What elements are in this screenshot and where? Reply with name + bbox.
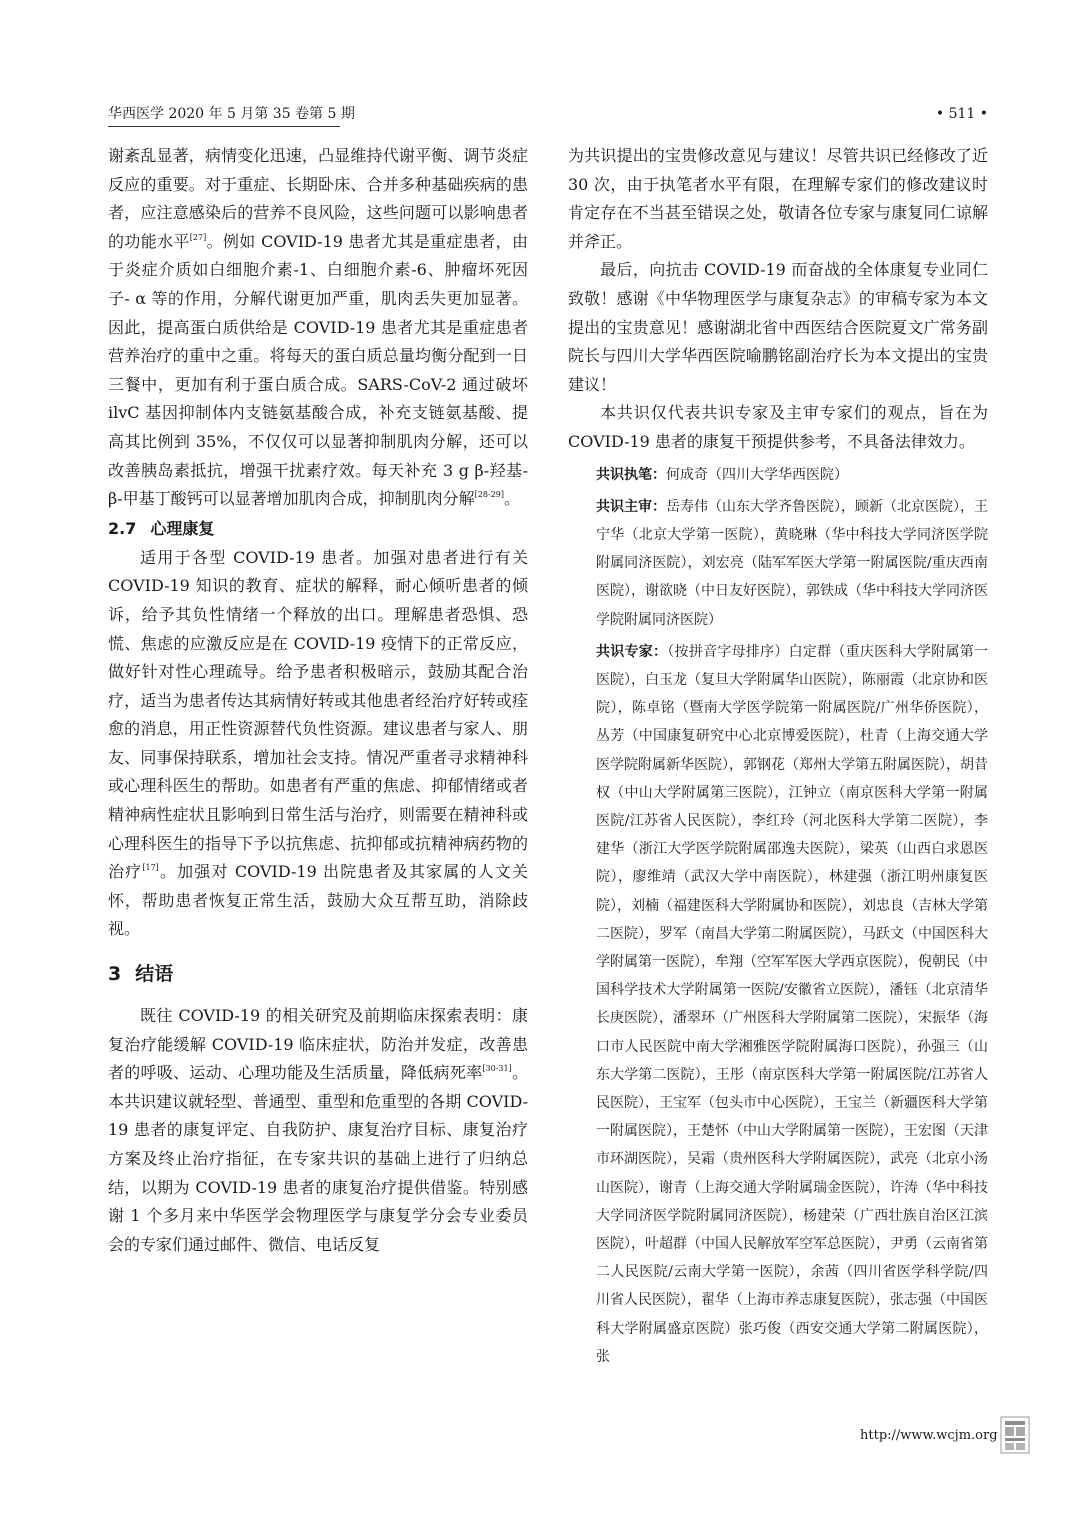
running-head (108, 104, 988, 128)
consensus-reviewers: 共识主审：岳寿伟（山东大学齐鲁医院），顾新（北京医院），王宁华（北京大学第一医院），黄晓琳（华中科技大学同济医学院附属同济医院），刘宏亮（陆军军医大学第一附属医院/重庆西南医院），谢欲晓（中日友好医院），郭铁成（华中科技大学同济医学院附属同济医院） (596, 498, 988, 628)
consensus-writer: 共识执笔：何成奇（四川大学华西医院） (596, 466, 848, 483)
citation: [30-31] (482, 1064, 512, 1074)
citation: [28-29] (474, 490, 504, 500)
journal-issue: 华西医学 2020 年 5 月第 35 卷第 5 期 (108, 106, 355, 122)
header-rule (108, 126, 340, 127)
citation: [17] (142, 863, 159, 873)
paragraph-disclaimer: 本共识仅代表共识专家及主审专家们的观点，旨在为 COVID-19 患者的康复干预提供参考，不具备法律效力。 (568, 403, 988, 451)
page-footer (860, 1416, 1030, 1456)
paragraph-tribute: 最后，向抗击 COVID-19 而奋战的全体康复专业同仁致敬！感谢《中华物理医学与康复杂志》的审稿专家为本文提出的宝贵意见！感谢湖北省中西医结合医院夏文广常务副院长与四川大学华西医院喻鹏铭副治疗长为本文提出的宝贵建议！ (568, 260, 988, 394)
right-column (568, 142, 988, 1371)
paragraph-nutrition: 谢紊乱显著，病情变化迅速，凸显维持代谢平衡、调节炎症反应的重要。对于重症、长期卧床、合并多种基础疾病的患者，应注意感染后的营养不良风险，这些问题可以影响患者的功能水平[27]。例如 COVID-19 患者尤其是重症患者，由于炎症介质如白细胞介素-1、白细胞介素-6、肿瘤坏死因子- α 等的作用，分解代谢更加严重，肌肉丢失更加显著。因此，提高蛋白质供给是 COVID-19 患者尤其是重症患者营养治疗的重中之重。将每天的蛋白质总量均衡分配到一日三餐中，更加有利于蛋白质合成。SARS-CoV-2 通过破坏 ilvC 基因抑制体内支链氨基酸合成，补充支链氨基酸、提高其比例到 35%，不仅仅可以显著抑制肌肉分解，还可以改善胰岛素抵抗，增强干扰素疗效。每天补充 3 g β-羟基-β-甲基丁酸钙可以显著增加肌肉合成，抑制肌肉分解[28-29]。 (108, 146, 528, 509)
consensus-experts: 共识专家：（按拼音字母排序）白定群（重庆医科大学附属第一医院），白玉龙（复旦大学附属华山医院），陈丽霞（北京协和医院），陈卓铭（暨南大学医学院第一附属医院/广州华侨医院），丛芳（中国康复研究中心北京博爱医院），杜青（上海交通大学医学院附属新华医院），郭钢花（郑州大学第五附属医院），胡昔权（中山大学附属第三医院），江钟立（南京医科大学第一附属医院/江苏省人民医院），李红玲（河北医科大学第二医院），李建华（浙江大学医学院附属邵逸夫医院），梁英（山西白求恩医院），廖维靖（武汉大学中南医院），林建强（浙江明州康复医院），刘楠（福建医科大学附属协和医院），刘忠良（吉林大学第二医院），罗军（南昌大学第二附属医院），马跃文（中国医科大学附属第一医院），牟翔（空军军医大学西京医院），倪朝民（中国科学技术大学附属第一医院/安徽省立医院），潘钰（北京清华长庚医院），潘翠环（广州医科大学附属第二医院），宋振华（海口市人民医院中南大学湘雅医学院附属海口医院），孙强三（山东大学第二医院），王彤（南京医科大学第一附属医院/江苏省人民医院），王宝军（包头市中心医院），王宝兰（新疆医科大学第一附属医院），王楚怀（中山大学附属第一医院），王宏图（天津市环湖医院），吴霜（贵州医科大学附属医院），武亮（北京小汤山医院），谢青（上海交通大学附属瑞金医院），许涛（华中科技大学同济医学院附属同济医院），杨建荣（广西壮族自治区江滨医院），叶超群（中国人民解放军空军总医院），尹勇（云南省第二人民医院/云南大学第一医院），余茜（四川省医学科学院/四川省人民医院），翟华（上海市养志康复医院），张志强（中国医科大学附属盛京医院）张巧俊（西安交通大学第二附属医院），张 (596, 643, 988, 1365)
paragraph-psychology: 适用于各型 COVID-19 患者。加强对患者进行有关 COVID-19 知识的教育、症状的解释，耐心倾听患者的倾诉，给予其负性情绪一个释放的出口。理解患者恐惧、恐慌、焦虑的应激反应是在 COVID-19 疫情下的正常反应，做好针对性心理疏导。给予患者积极暗示，鼓励其配合治疗，适当为患者传达其病情好转或其他患者经治疗好转或痊愈的消息，用正性资源替代负性资源。建议患者与家人、朋友、同事保持联系，增加社会支持。情况严重者寻求精神科或心理科医生的帮助。如患者有严重的焦虑、抑郁情绪或者精神病性症状且影响到日常生活与治疗，则需要在精神科或心理科医生的指导下予以抗焦虑、抗抑郁或抗精神病药物的治疗[17]。加强对 COVID-19 出院患者及其家属的人文关怀，帮助患者恢复正常生活，鼓励大众互帮互助，消除歧视。 (108, 547, 528, 939)
section-heading-2-7: 2.7 心理康复 (108, 518, 215, 538)
section-heading-3: 3 结语 (108, 963, 174, 986)
paragraph-thanks-cont: 为共识提出的宝贵修改意见与建议！尽管共识已经修改了近 30 次，由于执笔者水平有限，在理解专家们的修改建议时肯定存在不当甚至错误之处，敬请各位专家与康复同仁谅解并斧正。 (568, 146, 988, 251)
citation: [27] (189, 232, 207, 242)
page-number: • 511 • (935, 106, 988, 122)
left-column (108, 142, 528, 1259)
paragraph-conclusion: 既往 COVID-19 的相关研究及前期临床探索表明：康复治疗能缓解 COVID-19 临床症状，防治并发症，改善患者的呼吸、运动、心理功能及生活质量，降低病死率[30-31]。本共识建议就轻型、普通型、重型和危重型的各期 COVID-19 患者的康复评定、自我防护、康复治疗目标、康复治疗方案及终止治疗指征，在专家共识的基础上进行了归纳总结，以期为 COVID-19 患者的康复治疗提供借鉴。特别感谢 1 个多月来中华医学会物理医学与康复学分会专业委员会的专家们通过邮件、微信、电话反复 (108, 1006, 528, 1254)
journal-logo-icon (1000, 1416, 1030, 1454)
journal-url[interactable]: http://www.wcjm.org (860, 1428, 998, 1443)
